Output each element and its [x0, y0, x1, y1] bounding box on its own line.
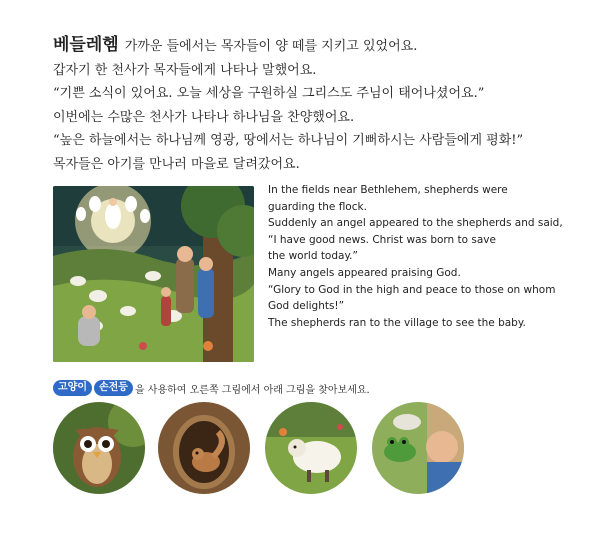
korean-line-4: 이번에는 수많은 천사가 나타나 하나님을 찬양했어요. — [53, 109, 355, 125]
korean-line-2: 갑자기 한 천사가 목자들에게 나타나 말했어요. — [53, 62, 317, 78]
korean-line-6: 목자들은 아기를 만나러 마을로 달려갔어요. — [53, 156, 300, 172]
find-item-squirrel — [158, 402, 250, 494]
korean-text-block — [53, 34, 573, 176]
frog-icon — [372, 402, 464, 494]
instruction-text: 을 사용하여 오른쪽 그림에서 아래 그림을 찾아보세요. — [134, 384, 370, 396]
english-line-9: The shepherds ran to the village to see the baby. — [268, 316, 526, 329]
english-line-6: Many angels appeared praising God. — [268, 266, 461, 279]
find-item-owl — [53, 402, 145, 494]
english-line-3: Suddenly an angel appeared to the shepherds and said, — [268, 217, 563, 230]
story-illustration — [53, 186, 254, 362]
owl-icon — [53, 402, 145, 494]
squirrel-icon — [158, 402, 250, 494]
korean-line-5: “높은 하늘에서는 하나님께 영광, 땅에서는 하나님이 기뻐하시는 사람들에게 평화!” — [53, 133, 524, 148]
shepherds-angels-scene — [53, 186, 254, 362]
english-line-1: In the fields near Bethlehem, shepherds were — [268, 184, 508, 196]
sheep-icon — [265, 402, 357, 494]
find-instruction — [53, 378, 370, 398]
story-title: 베들레헴 — [53, 35, 119, 55]
find-item-sheep — [265, 402, 357, 494]
korean-line-3: “기쁜 소식이 있어요. 오늘 세상을 구원하실 그리스도 주님이 태어나셨어요.” — [53, 86, 485, 101]
english-line-2: guarding the flock. — [268, 200, 367, 213]
english-line-5: the world today.” — [268, 250, 358, 263]
english-line-4: “I have good news. Christ was born to save — [268, 233, 496, 246]
cat-badge: 고양이 — [53, 380, 92, 396]
find-item-frog — [372, 402, 464, 494]
english-line-8: God delights!” — [268, 300, 345, 313]
flashlight-badge: 손전등 — [94, 380, 133, 396]
english-text-block — [268, 182, 568, 331]
korean-line-1-text: 가까운 들에서는 목자들이 양 떼를 지키고 있었어요. — [124, 39, 418, 54]
english-line-7: “Glory to God in the high and peace to those on whom — [268, 283, 556, 296]
korean-line-1 — [53, 34, 573, 59]
